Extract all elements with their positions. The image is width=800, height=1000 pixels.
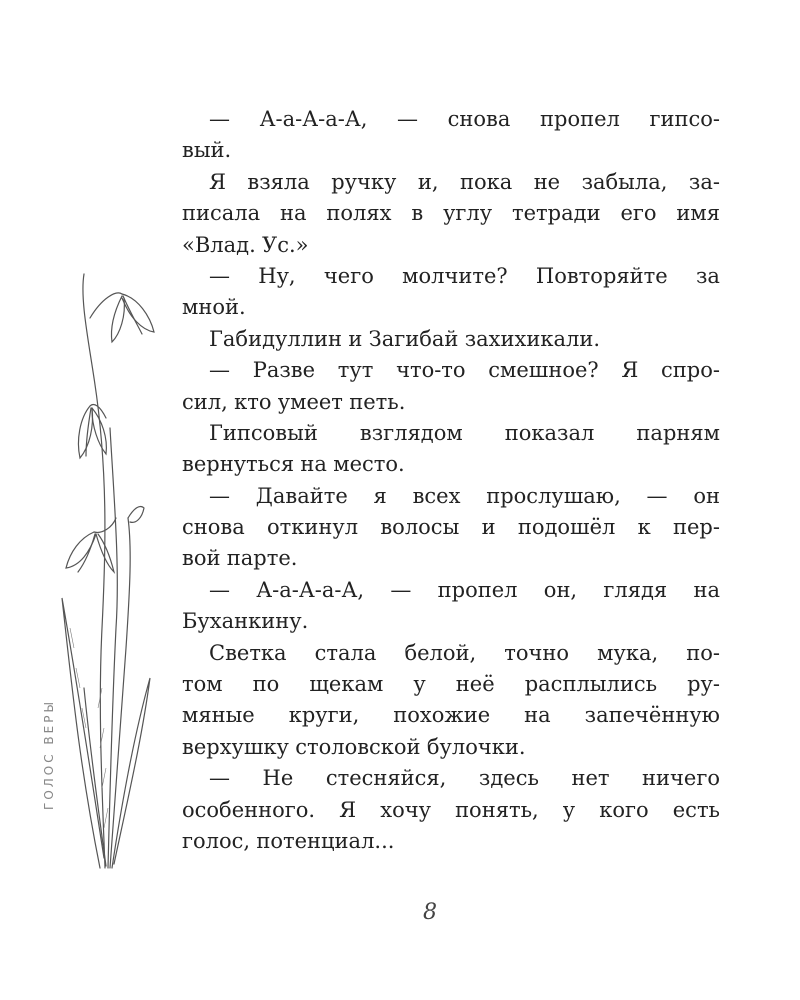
text-line: вой парте. bbox=[182, 546, 298, 571]
text-line: — Давайте я всех прослушаю, — он bbox=[209, 483, 720, 508]
flower-top-petal-2 bbox=[111, 296, 124, 342]
text-line: — Не стесняйся, здесь нет ничего bbox=[209, 766, 720, 791]
snowdrop-illustration bbox=[50, 268, 160, 873]
flower-top-petal-3 bbox=[123, 296, 142, 334]
leaf-2 bbox=[112, 678, 150, 868]
page-number: 8 bbox=[423, 900, 437, 925]
text-line: Габидуллин и Загибай захихикали. bbox=[209, 326, 600, 351]
text-line: Буханкину. bbox=[182, 609, 309, 634]
text-line: Гипсовый взглядом показал парням bbox=[209, 420, 720, 445]
text-line: сил, кто умеет петь. bbox=[182, 389, 406, 414]
flower-low-petal-1 bbox=[66, 532, 96, 568]
text-line: — Ну, чего молчите? Повторяйте за bbox=[209, 263, 720, 288]
page-text bbox=[182, 104, 720, 857]
text-line: — А-а-А-а-А, — пропел он, глядя на bbox=[209, 577, 720, 602]
text-line: — А-а-А-а-А, — снова пропел гипсо- bbox=[209, 107, 720, 131]
text-line: снова откинул волосы и подошёл к пер- bbox=[182, 515, 720, 540]
text-line: голос, потенциал... bbox=[182, 828, 395, 853]
text-line: мной. bbox=[182, 295, 246, 320]
flower-mid-petal-3 bbox=[86, 408, 91, 456]
text-line: вернуться на место. bbox=[182, 452, 405, 477]
text-line: верхушку столовской булочки. bbox=[182, 734, 526, 759]
text-line: особенного. Я хочу понять, у кого есть bbox=[182, 797, 720, 822]
stem-second bbox=[108, 428, 117, 868]
text-line: вый. bbox=[182, 138, 232, 163]
leaf-1 bbox=[62, 598, 104, 868]
side-caption: ГОЛОС ВЕРЫ bbox=[42, 698, 56, 810]
text-line: мяные круги, похожие на запечённую bbox=[182, 703, 720, 728]
text-line: Светка стала белой, точно мука, по- bbox=[209, 640, 720, 665]
text-line: писала на полях в углу тетради его имя bbox=[182, 201, 720, 226]
bud bbox=[128, 506, 144, 522]
text-line: том по щекам у неё расплылись ру- bbox=[182, 672, 720, 697]
text-line: Я взяла ручку и, пока не забыла, за- bbox=[209, 169, 720, 194]
text-line: «Влад. Ус.» bbox=[182, 232, 309, 257]
text-line: — Разве тут что-то смешное? Я спро- bbox=[209, 358, 720, 383]
